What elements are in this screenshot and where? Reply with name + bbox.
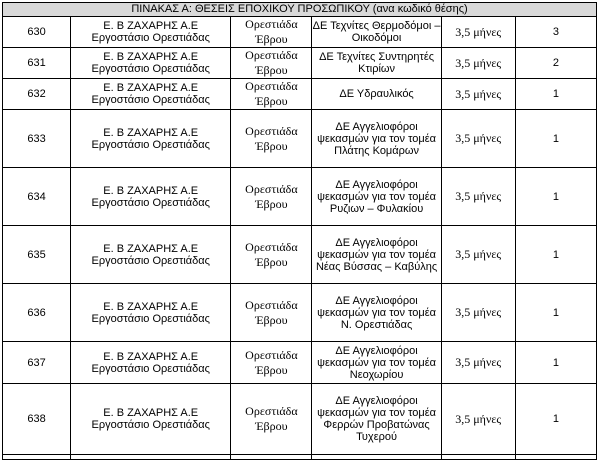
duration: 3,5 μήνες <box>441 17 515 48</box>
cutoff-cell <box>312 455 441 460</box>
location-cell <box>231 110 312 168</box>
duration: 3,5 μήνες <box>441 48 515 79</box>
table-row <box>3 284 597 342</box>
company-branch: Εργοστάσιο Ορεστιάδας <box>91 138 210 151</box>
cutoff-cell <box>515 455 596 460</box>
company-name: Ε. Β ΖΑΧΑΡΗΣ Α.Ε <box>103 20 199 32</box>
location-cell <box>231 384 312 455</box>
table-row <box>3 79 597 110</box>
position-code: 637 <box>3 342 71 384</box>
specialty: ΔΕ Αγγελιοφόροι ψεκασμών για τον τομέα Ρυζιων – Φυλακίου <box>312 168 441 226</box>
company-branch: Εργοστάσιο Ορεστιάδας <box>91 254 210 267</box>
positions-count: 1 <box>515 110 596 168</box>
positions-count: 2 <box>515 48 596 79</box>
duration: 3,5 μήνες <box>441 342 515 384</box>
company-branch: Εργοστάσιο Ορεστιάδας <box>91 312 210 325</box>
positions-count: 1 <box>515 79 596 110</box>
cutoff-cell <box>231 455 312 460</box>
duration: 3,5 μήνες <box>441 226 515 284</box>
location-prefecture: Έβρου <box>255 138 288 153</box>
location-town: Ορεστιάδα <box>245 17 298 31</box>
duration: 3,5 μήνες <box>441 284 515 342</box>
location-cell <box>231 226 312 284</box>
position-code: 634 <box>3 168 71 226</box>
table-row <box>3 17 597 48</box>
position-code: 636 <box>3 284 71 342</box>
company-cell <box>71 284 231 342</box>
table-row <box>3 168 597 226</box>
location-prefecture: Έβρου <box>255 419 288 433</box>
location-prefecture: Έβρου <box>255 32 288 46</box>
positions-count: 1 <box>515 384 596 455</box>
company-cell <box>71 79 231 110</box>
company-branch: Εργοστάσιο Ορεστιάδας <box>91 196 210 209</box>
location-town: Ορεστιάδα <box>245 404 298 418</box>
location-town: Ορεστιάδα <box>245 297 298 312</box>
location-town: Ορεστιάδα <box>245 239 298 254</box>
table-caption-row <box>3 3 597 17</box>
duration: 3,5 μήνες <box>441 384 515 455</box>
specialty: ΔΕ Αγγελιοφόροι ψεκασμών για τον τομέα Φερρών Προβατώνας Τυχερού <box>312 384 441 455</box>
location-cell <box>231 284 312 342</box>
position-code: 630 <box>3 17 71 48</box>
company-name: Ε. Β ΖΑΧΑΡΗΣ Α.Ε <box>103 407 199 419</box>
location-cell <box>231 79 312 110</box>
specialty: ΔΕ Αγγελιοφόροι ψεκασμών για τον τομέα Νέας Βύσσας – Καβύλης <box>312 226 441 284</box>
cutoff-cell <box>441 455 515 460</box>
position-code: 632 <box>3 79 71 110</box>
positions-count: 1 <box>515 284 596 342</box>
company-cell <box>71 226 231 284</box>
location-town: Ορεστιάδα <box>245 79 298 93</box>
cutoff-cell <box>71 455 231 460</box>
company-name: Ε. Β ΖΑΧΑΡΗΣ Α.Ε <box>103 300 199 313</box>
position-code: 633 <box>3 110 71 168</box>
location-prefecture: Έβρου <box>255 362 288 377</box>
company-name: Ε. Β ΖΑΧΑΡΗΣ Α.Ε <box>103 126 199 139</box>
location-cell <box>231 17 312 48</box>
duration: 3,5 μήνες <box>441 110 515 168</box>
position-code: 635 <box>3 226 71 284</box>
company-cell <box>71 48 231 79</box>
specialty: ΔΕ Τεχνίτες Θερμοδόμοι – Οικοδόμοι <box>312 17 441 48</box>
duration: 3,5 μήνες <box>441 168 515 226</box>
location-prefecture: Έβρου <box>255 254 288 269</box>
location-town: Ορεστιάδα <box>245 347 298 362</box>
positions-count: 1 <box>515 168 596 226</box>
table-row <box>3 110 597 168</box>
table-caption: ΠΙΝΑΚΑΣ Α: ΘΕΣΕΙΣ ΕΠΟΧΙΚΟΥ ΠΡΟΣΩΠΙΚΟΥ (ανα κωδικό θέσης) <box>3 3 597 17</box>
duration: 3,5 μήνες <box>441 79 515 110</box>
positions-count: 1 <box>515 342 596 384</box>
company-branch: Εργοστάσιο Ορεστιάδας <box>91 94 210 106</box>
company-cell <box>71 168 231 226</box>
company-branch: Εργοστάσιο Ορεστιάδας <box>91 32 210 44</box>
table-row <box>3 226 597 284</box>
table-row <box>3 384 597 455</box>
company-name: Ε. Β ΖΑΧΑΡΗΣ Α.Ε <box>103 350 199 363</box>
specialty: ΔΕ Αγγελιοφόροι ψεκασμών για τον τομέα Νεοχωρίου <box>312 342 441 384</box>
location-town: Ορεστιάδα <box>245 181 298 196</box>
positions-count: 1 <box>515 226 596 284</box>
location-town: Ορεστιάδα <box>245 48 298 62</box>
specialty: ΔΕ Αγγελιοφόροι ψεκασμών για τον τομέα Πλάτης Κομάρων <box>312 110 441 168</box>
company-cell <box>71 110 231 168</box>
company-branch: Εργοστάσιο Ορεστιάδας <box>91 362 210 375</box>
location-prefecture: Έβρου <box>255 312 288 327</box>
company-cell <box>71 384 231 455</box>
cutoff-cell <box>3 455 71 460</box>
specialty: ΔΕ Αγγελιοφόροι ψεκασμών για τον τομέα Ν. Ορεστιάδας <box>312 284 441 342</box>
specialty: ΔΕ Τεχνίτες Συντηρητές Κτιρίων <box>312 48 441 79</box>
position-code: 631 <box>3 48 71 79</box>
positions-table <box>2 2 597 460</box>
location-prefecture: Έβρου <box>255 196 288 211</box>
location-cell <box>231 48 312 79</box>
positions-count: 3 <box>515 17 596 48</box>
company-branch: Εργοστάσιο Ορεστιάδας <box>91 63 210 75</box>
position-code: 638 <box>3 384 71 455</box>
table-row <box>3 48 597 79</box>
company-name: Ε. Β ΖΑΧΑΡΗΣ Α.Ε <box>103 184 199 197</box>
location-prefecture: Έβρου <box>255 63 288 77</box>
location-town: Ορεστιάδα <box>245 123 298 138</box>
location-cell <box>231 168 312 226</box>
specialty: ΔΕ Υδραυλικός <box>312 79 441 110</box>
company-cell <box>71 342 231 384</box>
table-row <box>3 342 597 384</box>
company-name: Ε. Β ΖΑΧΑΡΗΣ Α.Ε <box>103 51 199 63</box>
table-body <box>3 17 597 460</box>
location-cell <box>231 342 312 384</box>
table-row-cutoff <box>3 455 597 460</box>
company-name: Ε. Β ΖΑΧΑΡΗΣ Α.Ε <box>103 242 199 255</box>
location-prefecture: Έβρου <box>255 94 288 108</box>
company-name: Ε. Β ΖΑΧΑΡΗΣ Α.Ε <box>103 82 199 94</box>
company-cell <box>71 17 231 48</box>
company-branch: Εργοστάσιο Ορεστιάδας <box>91 419 210 431</box>
